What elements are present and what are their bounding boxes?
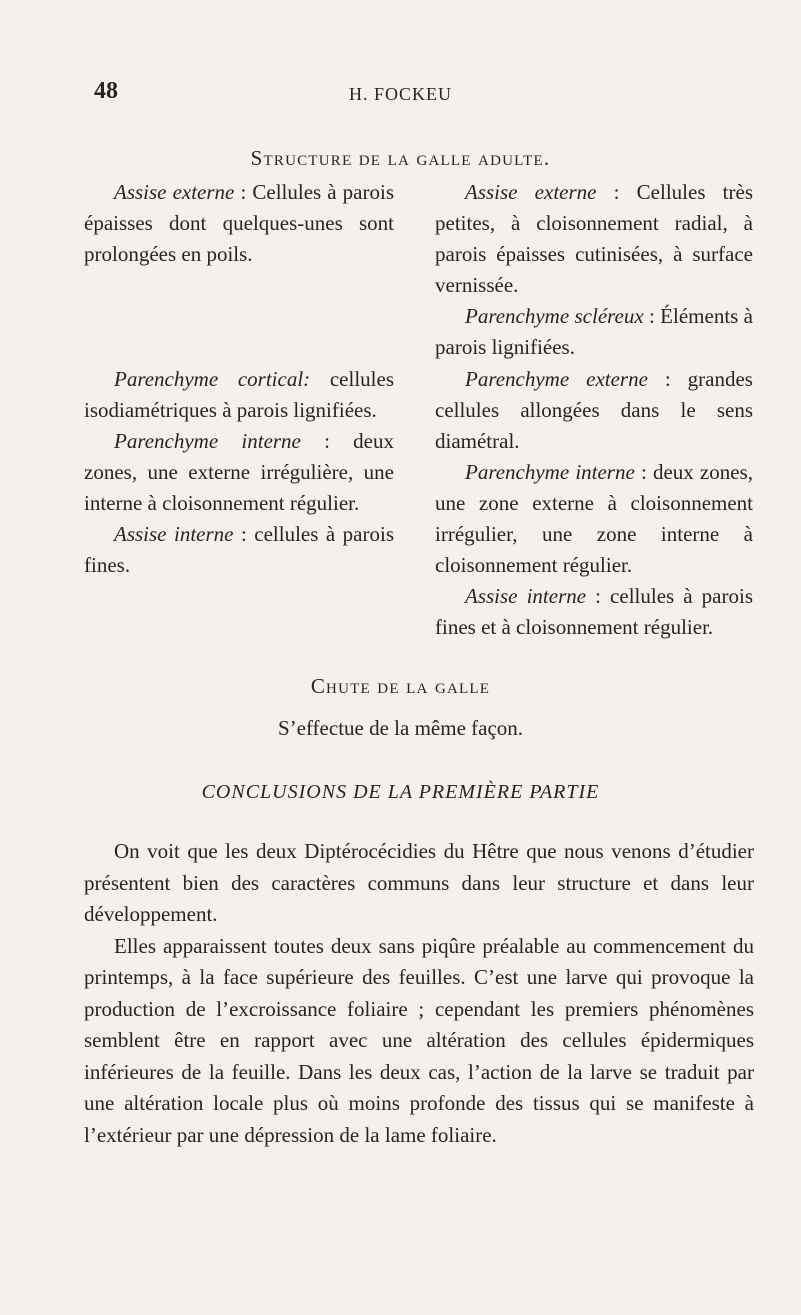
left-assise-interne-paragraph (84, 519, 394, 581)
description: : Cellules à parois épaisses dont quelques-unes sont prolongées en poils. (84, 180, 394, 266)
right-parenchyme-scléreux-paragraph (435, 301, 753, 363)
left-parenchyme-interne-paragraph (84, 426, 394, 519)
description: : grandes cellules allongées dans le sens diamétral. (435, 367, 753, 453)
section-title-gall-fall: Chute de la galle (310, 674, 491, 698)
term: Parenchyme interne (114, 429, 301, 453)
right-assise-externe-paragraph (435, 177, 753, 301)
gall-fall-text: S’effectue de la même façon. (277, 716, 524, 740)
term: Assise interne (114, 522, 234, 546)
conclusions-body (84, 836, 754, 1151)
page-number: 48 (94, 78, 118, 104)
left-column-bottom (84, 364, 394, 581)
right-parenchyme-externe-paragraph (435, 364, 753, 457)
left-column-top (84, 177, 394, 270)
description: : Cellules très petites, à cloisonnement radial, à parois épaisses cutinisées, à surface vernissée. (435, 180, 754, 297)
running-head: H. FOCKEU (348, 84, 452, 104)
description: : deux zones, une externe irrégulière, une interne à cloisonnement régulier. (84, 429, 395, 515)
term: Parenchyme interne (465, 460, 635, 484)
conclusions-title: CONCLUSIONS DE LA PREMIÈRE PARTIE (201, 781, 600, 803)
term: Assise externe (465, 180, 597, 204)
description: : deux zones, une zone externe à cloisonnement irrégulier, une zone interne à cloisonnement régulier. (435, 460, 753, 577)
conclusions-paragraph-1: On voit que les deux Diptérocécidies du Hêtre que nous venons d’étudier présentent bien des caractères communs dans leur structure et dans leur développement. (84, 839, 754, 926)
section-title-adult-gall: Structure de la galle adulte. (250, 146, 551, 170)
term: Assise interne (465, 584, 587, 608)
right-column-top (435, 177, 753, 363)
description: cellules isodiamétriques à parois lignifiées. (84, 367, 394, 422)
term: Parenchyme scléreux (465, 304, 644, 328)
right-parenchyme-interne-paragraph (435, 457, 753, 581)
term: Parenchyme externe (465, 367, 648, 391)
right-column-bottom (435, 364, 753, 643)
term: Assise externe (114, 180, 235, 204)
description: : cellules à parois fines et à cloisonnement régulier. (435, 584, 753, 639)
left-assise-externe-paragraph (84, 177, 394, 270)
left-parenchyme-cortical-paragraph (84, 364, 394, 426)
right-assise-interne-paragraph (435, 581, 753, 643)
description: : Éléments à parois lignifiées. (435, 304, 753, 359)
term: Parenchyme cortical: (114, 367, 311, 391)
description: : cellules à parois fines. (84, 522, 394, 577)
conclusions-paragraph-2: Elles apparaissent toutes deux sans piqûre préalable au commencement du printemps, à la face supérieure des feuilles. C’est une larve qui provoque la production de l’excroissance foliaire ; cependant les premiers phénomènes semblent être en rapport avec une altération des cellules épidermiques inférieures de la feuille. Dans les deux cas, l’action de la larve se traduit par une altération locale plus où moins profonde des tissus qui se manifeste à l’extérieur par une dépression de la lame foliaire. (84, 933, 754, 1147)
